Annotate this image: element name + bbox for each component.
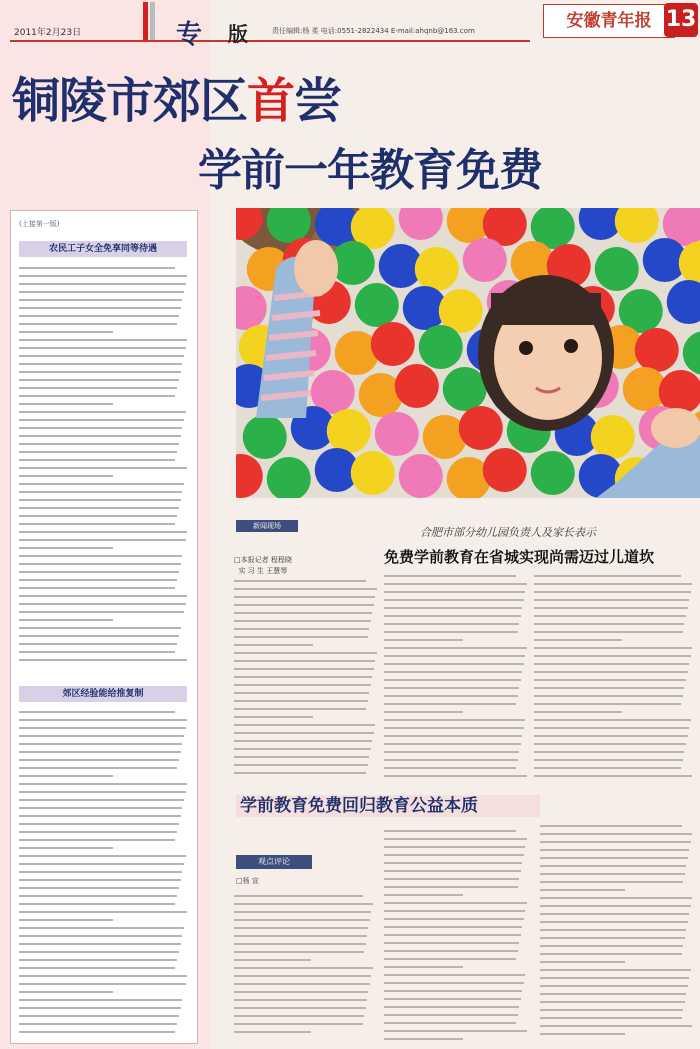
text-line: [384, 623, 519, 625]
text-line: [384, 854, 524, 856]
ball: [591, 415, 635, 459]
text-line: [19, 635, 179, 637]
text-line: [384, 631, 518, 633]
ball: [595, 247, 639, 291]
text-line: [384, 591, 525, 593]
news-scene-tag: 新闻现场: [236, 520, 298, 532]
text-line: [19, 775, 113, 777]
text-line: [540, 921, 688, 923]
header-rule: [10, 40, 530, 42]
text-line: [19, 1007, 181, 1009]
text-line: [19, 531, 187, 533]
text-line: [534, 647, 692, 649]
text-line: [384, 703, 516, 705]
text-line: [234, 620, 371, 622]
text-line: [19, 363, 182, 365]
text-line: [534, 743, 686, 745]
text-line: [384, 910, 525, 912]
text-line: [234, 740, 372, 742]
text-line: [19, 895, 177, 897]
text-line: [234, 1007, 366, 1009]
text-line: [19, 475, 113, 477]
text-line: [384, 878, 519, 880]
text-line: [534, 663, 689, 665]
text-line: [534, 655, 691, 657]
text-line: [19, 491, 182, 493]
text-line: [19, 643, 177, 645]
text-line: [19, 847, 113, 849]
text-line: [19, 267, 175, 269]
text-line: [19, 951, 179, 953]
text-line: [540, 897, 692, 899]
text-line: [384, 1014, 518, 1016]
ball: [351, 451, 395, 495]
text-line: [19, 291, 184, 293]
ball: [243, 415, 287, 459]
text-line: [384, 934, 521, 936]
article3-col-1: [234, 895, 374, 1043]
text-line: [234, 588, 377, 590]
text-line: [234, 684, 371, 686]
text-line: [384, 902, 527, 904]
text-line: [540, 977, 689, 979]
text-line: [384, 775, 527, 777]
main-headline-line2: 学前一年教育免费: [198, 145, 542, 196]
text-line: [234, 935, 367, 937]
text-line: [534, 583, 692, 585]
text-line: [19, 611, 184, 613]
text-line: [19, 855, 186, 857]
text-line: [19, 339, 187, 341]
text-line: [19, 831, 177, 833]
text-line: [19, 823, 179, 825]
text-line: [384, 942, 519, 944]
text-line: [384, 639, 463, 641]
headline-red-char: 首: [247, 73, 295, 129]
text-line: [540, 945, 683, 947]
text-line: [540, 881, 683, 883]
text-line: [19, 387, 177, 389]
text-line: [19, 467, 187, 469]
text-line: [540, 953, 682, 955]
text-line: [19, 307, 181, 309]
ball: [399, 454, 443, 498]
text-line: [384, 647, 527, 649]
text-line: [234, 1015, 364, 1017]
text-line: [19, 427, 182, 429]
text-line: [540, 1009, 683, 1011]
text-line: [540, 993, 686, 995]
text-line: [384, 982, 524, 984]
text-line: [19, 783, 187, 785]
text-line: [19, 419, 184, 421]
text-line: [384, 735, 522, 737]
text-line: [384, 950, 518, 952]
text-line: [534, 671, 688, 673]
text-line: [234, 732, 374, 734]
text-line: [234, 895, 363, 897]
text-line: [384, 583, 527, 585]
text-line: [534, 679, 686, 681]
text-line: [19, 571, 179, 573]
text-line: [234, 708, 366, 710]
text-line: [384, 870, 521, 872]
article2-reporter: □本报记者 程程晓 实 习 生 王慧琴: [234, 556, 292, 575]
text-line: [534, 727, 689, 729]
text-line: [234, 967, 373, 969]
issue-date: 2011年2月23日: [14, 28, 82, 38]
text-line: [384, 846, 525, 848]
text-line: [384, 894, 463, 896]
text-line: [19, 275, 187, 277]
text-line: [534, 575, 681, 577]
text-line: [19, 443, 179, 445]
headline-part1: 铜陵市郊区: [12, 73, 248, 129]
text-line: [540, 937, 685, 939]
text-line: [234, 764, 368, 766]
text-line: [384, 599, 524, 601]
header-red-bar: [143, 2, 148, 40]
text-line: [534, 687, 684, 689]
text-line: [384, 1038, 463, 1040]
text-line: [234, 652, 377, 654]
text-line: [384, 958, 516, 960]
text-line: [19, 395, 175, 397]
text-line: [19, 627, 181, 629]
text-line: [234, 772, 366, 774]
continued-label: (上接第一版): [19, 220, 60, 228]
text-line: [19, 1015, 179, 1017]
text-line: [384, 966, 463, 968]
text-line: [19, 839, 175, 841]
main-headline-line1: [12, 62, 341, 131]
text-line: [234, 596, 375, 598]
text-line: [234, 628, 369, 630]
ball: [395, 364, 439, 408]
ball: [459, 406, 503, 450]
text-line: [19, 991, 113, 993]
text-line: [19, 659, 187, 661]
text-line: [19, 767, 177, 769]
text-line: [19, 903, 175, 905]
text-line: [540, 1001, 685, 1003]
left-text-block-2: [19, 711, 189, 1036]
text-line: [19, 871, 182, 873]
article2-kicker: 合肥市部分幼儿园负责人及家长表示: [420, 526, 596, 539]
text-line: [540, 1025, 692, 1027]
text-line: [19, 587, 175, 589]
text-line: [534, 607, 688, 609]
text-line: [19, 451, 177, 453]
left-column: [10, 210, 198, 1044]
text-line: [384, 711, 463, 713]
article3-col-2: [384, 830, 528, 1043]
text-line: [384, 1030, 527, 1032]
ball: [635, 328, 679, 372]
text-line: [19, 539, 186, 541]
text-line: [19, 735, 184, 737]
text-line: [19, 919, 113, 921]
text-line: [234, 724, 375, 726]
section-icon: 专: [176, 20, 203, 50]
text-line: [234, 1023, 363, 1025]
text-line: [534, 639, 622, 641]
text-line: [19, 1023, 177, 1025]
ball: [531, 451, 575, 495]
text-line: [540, 889, 625, 891]
text-line: [19, 379, 179, 381]
article2-col-2: [384, 575, 528, 780]
text-line: [384, 671, 522, 673]
text-line: [534, 719, 691, 721]
ball: [371, 322, 415, 366]
text-line: [19, 935, 182, 937]
text-line: [19, 595, 187, 597]
text-line: [19, 523, 175, 525]
text-line: [540, 929, 686, 931]
text-line: [19, 371, 181, 373]
text-line: [234, 943, 366, 945]
text-line: [384, 679, 521, 681]
text-line: [540, 865, 686, 867]
text-line: [534, 711, 622, 713]
text-line: [384, 695, 518, 697]
text-line: [234, 1031, 311, 1033]
text-line: [19, 347, 186, 349]
text-line: [19, 807, 182, 809]
text-line: [540, 825, 682, 827]
text-line: [19, 911, 187, 913]
text-line: [534, 599, 689, 601]
text-line: [19, 863, 184, 865]
text-line: [384, 998, 521, 1000]
text-line: [19, 507, 179, 509]
text-line: [19, 743, 182, 745]
text-line: [19, 1031, 175, 1033]
left-subhead-2: 郊区经验能给推复制: [19, 686, 187, 702]
article3-byline: □杨 宣: [236, 877, 259, 885]
text-line: [234, 919, 370, 921]
text-line: [19, 815, 181, 817]
page-number: 13: [664, 3, 698, 37]
text-line: [540, 913, 689, 915]
text-line: [234, 692, 369, 694]
text-line: [234, 903, 373, 905]
text-line: [384, 918, 524, 920]
ball: [415, 247, 459, 291]
text-line: [19, 283, 186, 285]
text-line: [384, 655, 525, 657]
text-line: [384, 990, 522, 992]
text-line: [540, 873, 685, 875]
article2-title: 免费学前教育在省城实现尚需迈过儿道坎: [384, 548, 655, 566]
text-line: [534, 775, 692, 777]
article2-col-1: [234, 580, 378, 780]
ball: [483, 448, 527, 492]
text-line: [19, 555, 182, 557]
text-line: [384, 862, 522, 864]
text-line: [540, 841, 691, 843]
text-line: [19, 499, 181, 501]
text-line: [19, 999, 182, 1001]
text-line: [384, 926, 522, 928]
text-line: [234, 959, 311, 961]
text-line: [534, 631, 683, 633]
text-line: [534, 591, 691, 593]
text-line: [540, 849, 689, 851]
text-line: [19, 727, 186, 729]
text-line: [19, 959, 177, 961]
text-line: [534, 735, 688, 737]
text-line: [384, 886, 518, 888]
text-line: [19, 791, 186, 793]
header-grey-bar: [150, 2, 155, 40]
text-line: [234, 756, 369, 758]
text-line: [19, 651, 175, 653]
text-line: [19, 435, 181, 437]
text-line: [540, 969, 691, 971]
text-line: [234, 951, 364, 953]
text-line: [19, 719, 187, 721]
text-line: [234, 975, 371, 977]
text-line: [534, 751, 684, 753]
text-line: [234, 636, 368, 638]
editor-info: 责任编辑:杨 柔 电话:0551-2822434 E-mail:ahqnb@163.com: [272, 27, 475, 35]
text-line: [384, 615, 521, 617]
headline-part2: 尝: [294, 73, 342, 129]
photo-child-in-ball-pit: [236, 208, 700, 498]
masthead-logo: 安徽青年报: [543, 4, 675, 38]
text-line: [234, 991, 368, 993]
text-line: [534, 767, 681, 769]
text-line: [19, 887, 179, 889]
text-line: [384, 838, 527, 840]
ball: [443, 367, 487, 411]
text-line: [19, 967, 175, 969]
article3-col-3: [540, 825, 694, 1043]
text-line: [540, 1033, 625, 1035]
text-line: [19, 331, 113, 333]
article3-title: 学前教育免费回归教育公益本质: [236, 795, 540, 817]
left-subhead-1: 农民工子女全免享同等待遇: [19, 241, 187, 257]
text-line: [19, 323, 177, 325]
text-line: [19, 927, 184, 929]
ball: [327, 409, 371, 453]
text-line: [384, 743, 521, 745]
text-line: [234, 716, 313, 718]
text-line: [534, 615, 686, 617]
text-line: [19, 315, 179, 317]
text-line: [19, 751, 181, 753]
text-line: [234, 676, 372, 678]
text-line: [19, 943, 181, 945]
text-line: [384, 1006, 519, 1008]
ball-pit-illustration: [236, 208, 700, 498]
text-line: [19, 983, 186, 985]
ball: [375, 412, 419, 456]
section-name: 版: [228, 22, 248, 46]
text-line: [234, 927, 368, 929]
text-line: [19, 483, 184, 485]
text-line: [19, 975, 187, 977]
text-line: [19, 799, 184, 801]
text-line: [19, 619, 113, 621]
text-line: [19, 579, 177, 581]
text-line: [234, 660, 375, 662]
text-line: [234, 911, 371, 913]
text-line: [234, 983, 370, 985]
text-line: [234, 644, 313, 646]
article2-col-3: [534, 575, 694, 780]
text-line: [384, 759, 518, 761]
ball: [355, 283, 399, 327]
text-line: [384, 719, 525, 721]
text-line: [534, 623, 684, 625]
text-line: [19, 355, 184, 357]
text-line: [384, 1022, 516, 1024]
text-line: [234, 580, 366, 582]
text-line: [19, 879, 181, 881]
ball: [463, 238, 507, 282]
left-text-block-1: [19, 267, 189, 667]
text-line: [540, 833, 692, 835]
text-line: [19, 547, 113, 549]
text-line: [540, 985, 688, 987]
text-line: [540, 1017, 682, 1019]
text-line: [234, 612, 372, 614]
text-line: [19, 711, 175, 713]
text-line: [234, 700, 368, 702]
text-line: [540, 961, 625, 963]
text-line: [19, 411, 186, 413]
text-line: [384, 687, 519, 689]
text-line: [19, 403, 113, 405]
text-line: [19, 563, 181, 565]
text-line: [534, 695, 683, 697]
text-line: [19, 459, 175, 461]
text-line: [384, 663, 524, 665]
ball: [419, 325, 463, 369]
text-line: [234, 999, 367, 1001]
text-line: [540, 905, 691, 907]
text-line: [384, 767, 516, 769]
text-line: [19, 759, 179, 761]
text-line: [234, 748, 371, 750]
text-line: [384, 727, 524, 729]
text-line: [234, 668, 374, 670]
text-line: [19, 603, 186, 605]
text-line: [384, 830, 516, 832]
text-line: [534, 703, 681, 705]
opinion-tag: 观点评论: [236, 855, 312, 869]
text-line: [384, 575, 516, 577]
text-line: [540, 857, 688, 859]
text-line: [384, 751, 519, 753]
text-line: [384, 974, 525, 976]
text-line: [234, 604, 374, 606]
text-line: [19, 299, 182, 301]
text-line: [384, 607, 522, 609]
text-line: [534, 759, 683, 761]
text-line: [19, 515, 177, 517]
